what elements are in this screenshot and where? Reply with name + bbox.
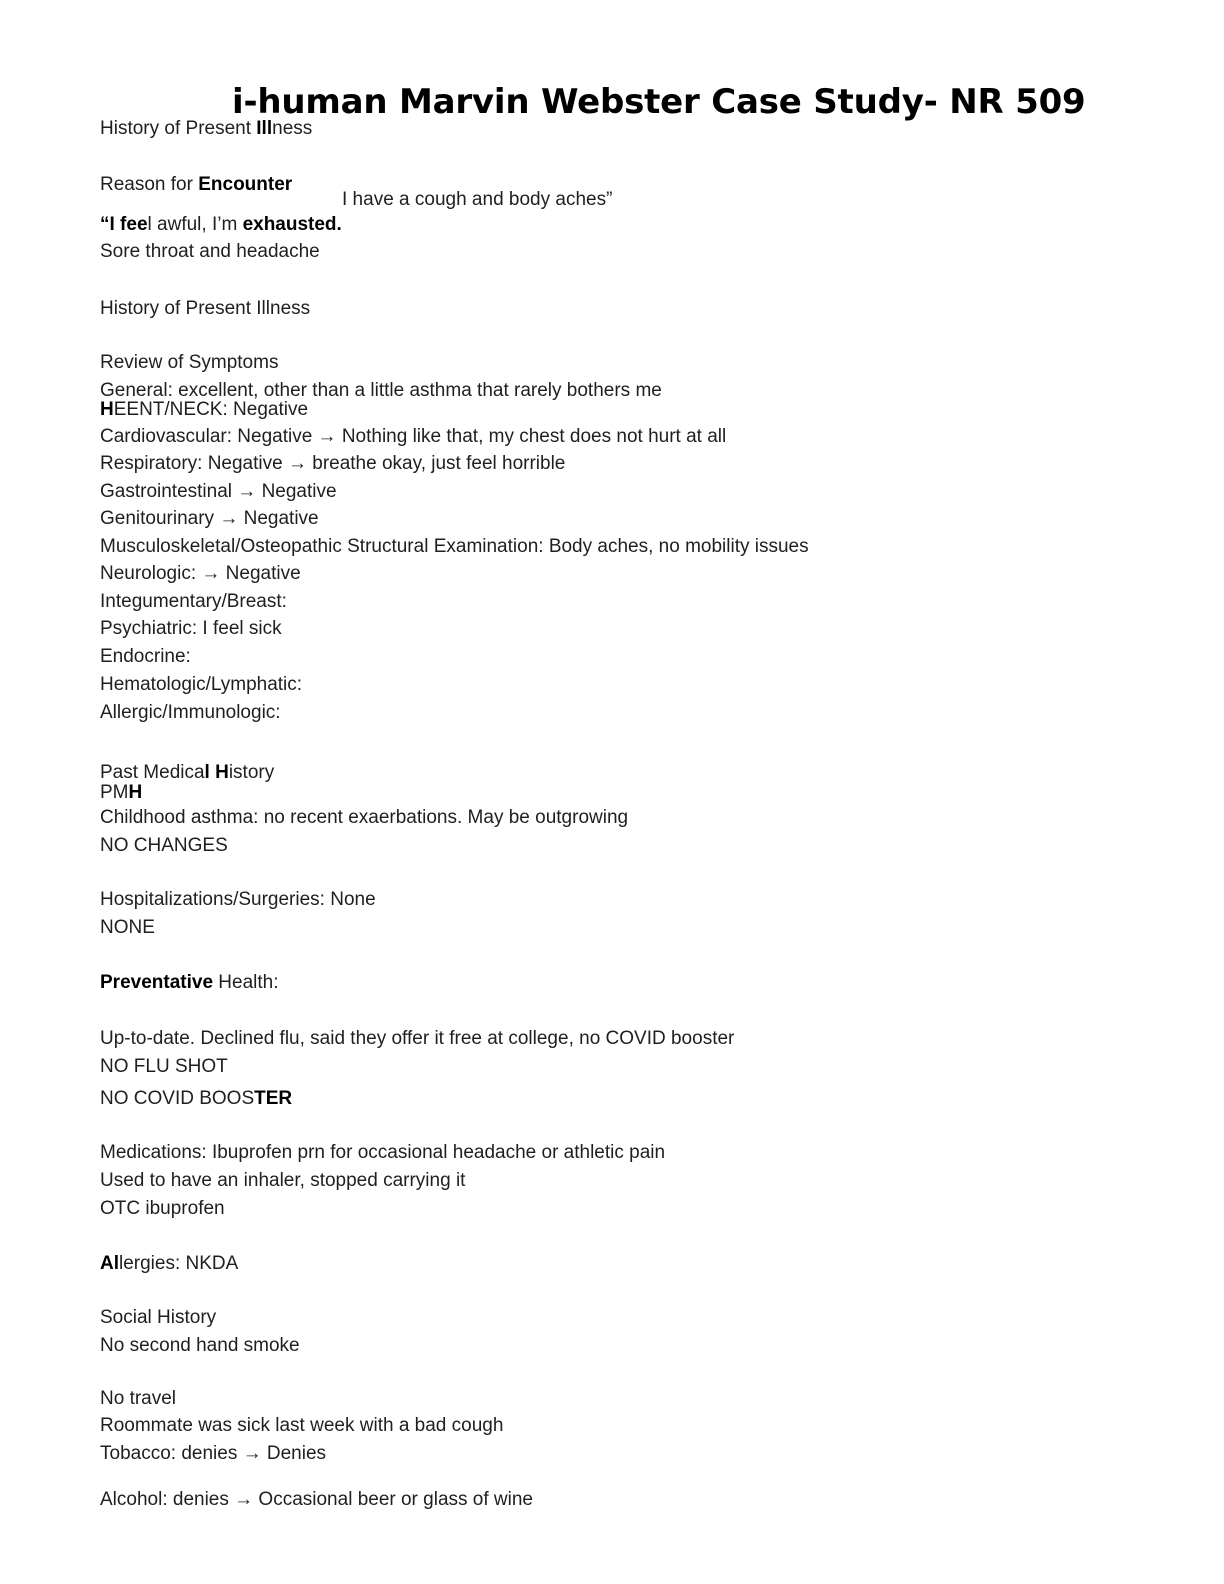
ros-allergic: Allergic/Immunologic: bbox=[100, 702, 281, 723]
reason-quote-bold: exhausted. bbox=[242, 214, 342, 235]
reason-quote-text: l awful, I’m bbox=[147, 214, 243, 235]
preventative-no-flu: NO FLU SHOT bbox=[100, 1056, 228, 1077]
medications-otc: OTC ibuprofen bbox=[100, 1198, 225, 1219]
pmh-heading-bold: l H bbox=[204, 762, 229, 783]
pmh-abbr-bold: H bbox=[128, 782, 143, 803]
allergies-text: lergies: NKDA bbox=[119, 1253, 239, 1274]
ros-integ: Integumentary/Breast: bbox=[100, 591, 287, 612]
social-tobacco: Tobacco: denies → Denies bbox=[100, 1443, 327, 1464]
preventative-text: Up-to-date. Declined flu, said they offer it free at college, no COVID booster bbox=[100, 1028, 735, 1049]
reason-symptoms: Sore throat and headache bbox=[100, 241, 320, 262]
ros-neuro: Neurologic: → Negative bbox=[100, 563, 301, 584]
pmh-abbr bbox=[100, 782, 142, 804]
reason-label-bold: Encounter bbox=[198, 174, 293, 195]
pmh-heading-text: Past Medica bbox=[100, 762, 205, 783]
reason-quote-1: I have a cough and body aches” bbox=[342, 189, 613, 210]
pmh-none: NONE bbox=[100, 917, 155, 938]
ros-resp: Respiratory: Negative → breathe okay, just feel horrible bbox=[100, 453, 566, 474]
allergies-bold: Al bbox=[100, 1253, 119, 1274]
medications-text: Medications: Ibuprofen prn for occasional headache or athletic pain bbox=[100, 1142, 666, 1163]
ros-heading: Review of Symptoms bbox=[100, 352, 279, 373]
pmh-heading bbox=[100, 762, 274, 784]
social-travel: No travel bbox=[100, 1388, 177, 1409]
reason-quote-bold: “I fee bbox=[100, 214, 148, 235]
preventative-heading bbox=[100, 972, 279, 994]
reason-label bbox=[100, 174, 292, 196]
pmh-hosp: Hospitalizations/Surgeries: None bbox=[100, 889, 376, 910]
reason-quote-2 bbox=[100, 214, 342, 236]
preventative-no-covid bbox=[100, 1088, 292, 1110]
hpi-heading-part: History of Present bbox=[100, 118, 257, 139]
preventative-heading-text: Health: bbox=[213, 972, 279, 993]
document-title: i-human Marvin Webster Case Study- NR 509 bbox=[232, 82, 1086, 122]
social-alcohol: Alcohol: denies → Occasional beer or glass of wine bbox=[100, 1489, 534, 1510]
social-roommate: Roommate was sick last week with a bad cough bbox=[100, 1415, 504, 1436]
ros-cardio: Cardiovascular: Negative → Nothing like that, my chest does not hurt at all bbox=[100, 426, 727, 447]
hpi-heading bbox=[100, 118, 312, 140]
no-covid-text: NO COVID BOOS bbox=[100, 1088, 255, 1109]
ros-psych: Psychiatric: I feel sick bbox=[100, 618, 282, 639]
pmh-heading-text: istory bbox=[228, 762, 275, 783]
ros-msk: Musculoskeletal/Osteopathic Structural Examination: Body aches, no mobility issues bbox=[100, 536, 809, 557]
reason-label-text: Reason for bbox=[100, 174, 199, 195]
pmh-abbr-text: PM bbox=[100, 782, 129, 803]
medications-inhaler: Used to have an inhaler, stopped carrying it bbox=[100, 1170, 466, 1191]
social-smoke: No second hand smoke bbox=[100, 1335, 300, 1356]
preventative-heading-bold: Preventative bbox=[100, 972, 214, 993]
hpi-heading-2: History of Present Illness bbox=[100, 298, 311, 319]
no-covid-bold: TER bbox=[254, 1088, 293, 1109]
ros-heent-bold: H bbox=[100, 399, 114, 420]
ros-gu: Genitourinary → Negative bbox=[100, 508, 319, 529]
social-heading: Social History bbox=[100, 1307, 217, 1328]
ros-heent bbox=[100, 399, 308, 421]
pmh-asthma: Childhood asthma: no recent exaerbations. May be outgrowing bbox=[100, 807, 629, 828]
pmh-no-changes: NO CHANGES bbox=[100, 835, 228, 856]
ros-gi: Gastrointestinal → Negative bbox=[100, 481, 337, 502]
hpi-heading-part: ness bbox=[272, 118, 313, 139]
hpi-heading-bold: Ill bbox=[256, 118, 273, 139]
ros-heent-text: EENT/NECK: Negative bbox=[113, 399, 309, 420]
ros-endo: Endocrine: bbox=[100, 646, 191, 667]
ros-general: General: excellent, other than a little asthma that rarely bothers me bbox=[100, 380, 662, 401]
allergies bbox=[100, 1253, 238, 1275]
ros-heme: Hematologic/Lymphatic: bbox=[100, 674, 303, 695]
